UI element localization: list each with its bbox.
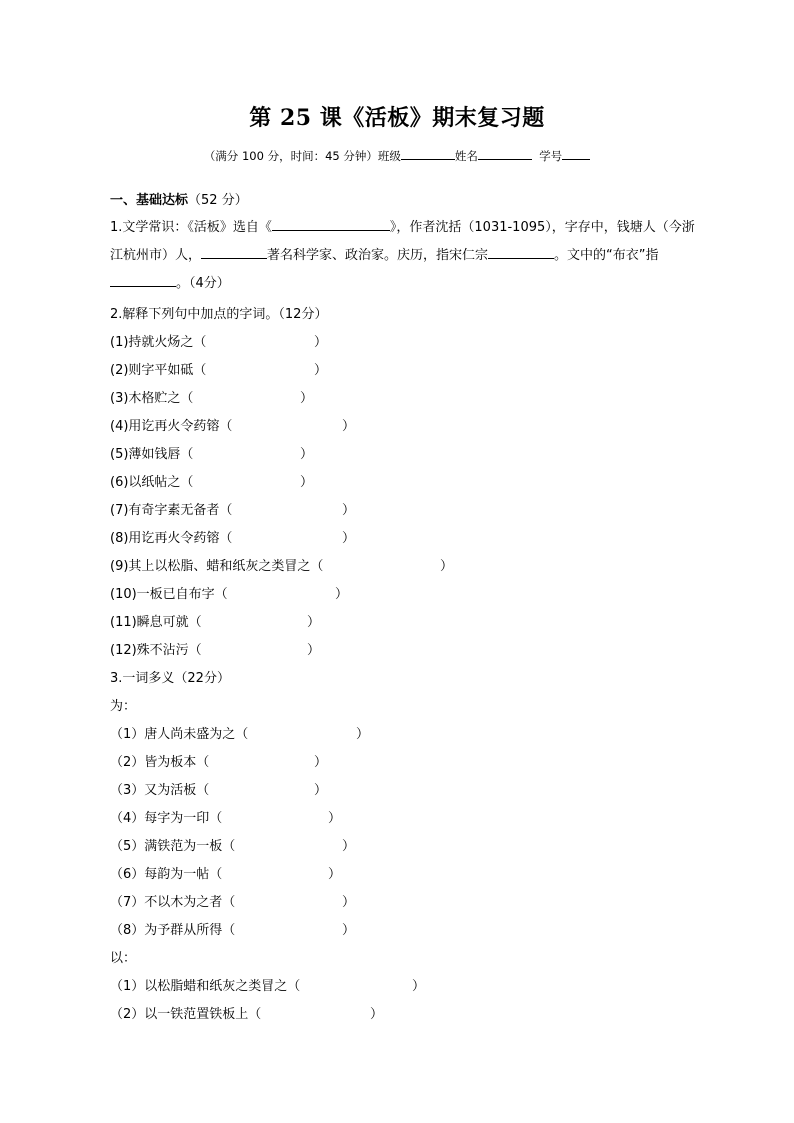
name-blank[interactable] — [478, 146, 532, 160]
question-1: 1.文学常识：《活板》选自《 》，作者沈括（1031-1095），字存中，钱塘人（今浙江杭州市）人， 著名科学家、政治家。庆历，指宋仁宗 。文中的“布衣”指。（4分） — [110, 214, 700, 298]
student-info-line — [0, 146, 794, 164]
q3-yi-item: （2）以一铁范置铁板上（ ） — [110, 1007, 384, 1022]
q3-yi-item: （1）以松脂蜡和纸灰之类冒之（ ） — [110, 979, 426, 994]
question-2-heading: 2.解释下列句中加点的字词。（12分） — [110, 307, 328, 322]
reign-blank[interactable] — [488, 245, 554, 259]
name-label: 姓名 — [454, 149, 478, 163]
q2-item: (11)瞬息可就（ ） — [110, 615, 321, 630]
q2-item: (6)以纸帖之（ ） — [110, 475, 314, 490]
wei-label: 为： — [110, 699, 137, 714]
section-heading: 一、基础达标（52 分） — [110, 193, 248, 208]
q3-wei-item: （8）为予群从所得（ ） — [110, 923, 356, 938]
q2-item: (1)持就火炀之（ ） — [110, 335, 328, 350]
q2-item: (7)有奇字素无备者（ ） — [110, 503, 356, 518]
q3-wei-item: （1）唐人尚未盛为之（ ） — [110, 727, 370, 742]
q2-item: (3)木格贮之（ ） — [110, 391, 314, 406]
q3-wei-item: （3）又为活板（ ） — [110, 783, 328, 798]
q3-wei-item: （4）每字为一印（ ） — [110, 811, 342, 826]
q2-item: (5)薄如钱唇（ ） — [110, 447, 314, 462]
question-3-heading: 3.一词多义（22分） — [110, 671, 230, 686]
q3-wei-item: （5）满铁范为一板（ ） — [110, 839, 356, 854]
q2-item: (10)一板已自布字（ ） — [110, 587, 349, 602]
buyi-blank[interactable] — [110, 273, 176, 287]
student-id-label: 学号 — [539, 149, 563, 163]
q3-wei-item: （7）不以木为之者（ ） — [110, 895, 356, 910]
q3-wei-item: （6）每韵为一帖（ ） — [110, 867, 342, 882]
exam-info-text: （满分 100 分，时间：45 分钟）班级 — [203, 149, 401, 163]
source-blank[interactable] — [272, 217, 390, 231]
q2-item: (9)其上以松脂、蜡和纸灰之类冒之（ ） — [110, 559, 454, 574]
q2-item: (12)殊不沾污（ ） — [110, 643, 321, 658]
q3-wei-item: （2）皆为板本（ ） — [110, 755, 328, 770]
era-blank[interactable] — [201, 245, 267, 259]
class-blank[interactable] — [401, 146, 455, 160]
q2-item: (8)用讫再火令药镕（ ） — [110, 531, 356, 546]
student-id-blank[interactable] — [562, 146, 590, 160]
page-title: 第 25 课《活板》期末复习题 — [249, 105, 545, 131]
q2-item: (4)用讫再火令药镕（ ） — [110, 419, 356, 434]
q2-item: (2)则字平如砥（ ） — [110, 363, 328, 378]
section-score: （52 分） — [188, 193, 248, 208]
yi-label: 以： — [110, 951, 137, 966]
